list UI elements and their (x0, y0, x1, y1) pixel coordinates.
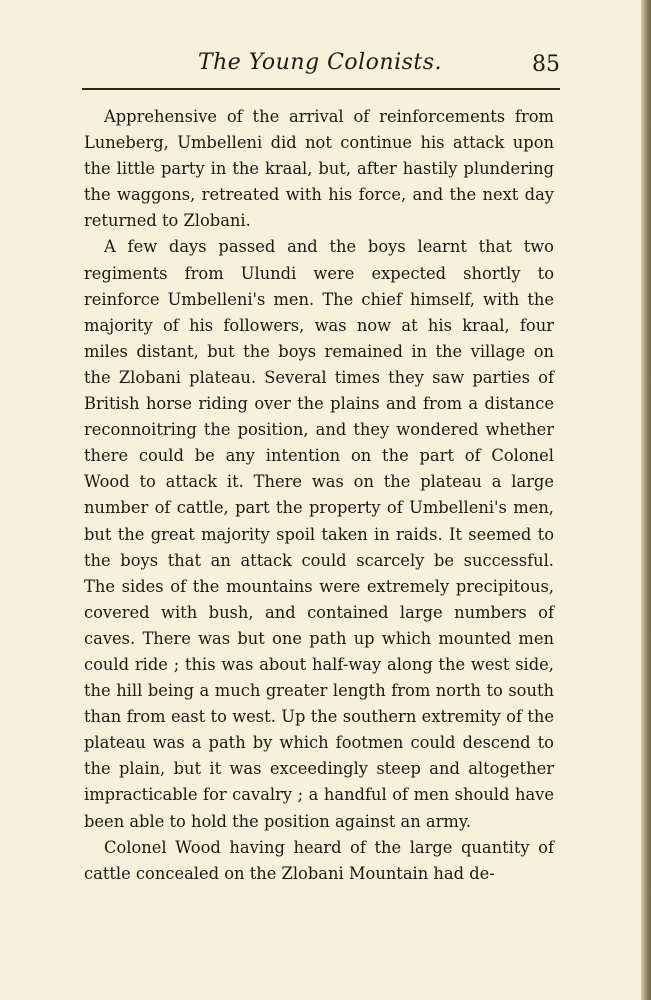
paragraph: Colonel Wood having heard of the large quantity of cattle concealed on the Zlobani Mountain had de- (84, 837, 554, 883)
page-edge-shadow (641, 0, 651, 1000)
page-header (80, 50, 560, 90)
page-number: 85 (532, 52, 560, 77)
paragraph: A few days passed and the boys learnt that two regiments from Ulundi were expected shortly to reinforce Umbelleni's men. The chief himself, with the majority of his followers, was now at his kraal, four miles distant, but the boys remained in the village on the Zlobani plateau. Several times they saw parties of British horse riding over the plains and from a distance reconnoitring the position, and they wondered whether there could be any intention on the part of Colonel Wood to attack it. There was on the plateau a large number of cattle, part the property of Umbelleni's men, but the great majority spoil taken in raids. It seemed to the boys that an attack could scarcely be successful. The sides of the mountains were extremely precipitous, covered with bush, and contained large numbers of caves. There was but one path up which mounted men could ride ; this was about half-way along the west side, the hill being a much greater length from north to south than from east to west. Up the southern extremity of the plateau was a path by which footmen could descend to the plain, but it was exceedingly steep and altogether impracticable for cavalry ; a handful of men should have been able to hold the position against an army. (84, 237, 554, 831)
running-title: The Young Colonists. (197, 50, 443, 75)
paragraph: Apprehensive of the arrival of reinforcements from Luneberg, Umbelleni did not continue his attack upon the little party in the kraal, but, after hastily plundering the waggons, retreated with his force, and the next day returned to Zlobani. (84, 107, 554, 231)
header-rule (82, 88, 560, 90)
body-text (84, 104, 554, 887)
